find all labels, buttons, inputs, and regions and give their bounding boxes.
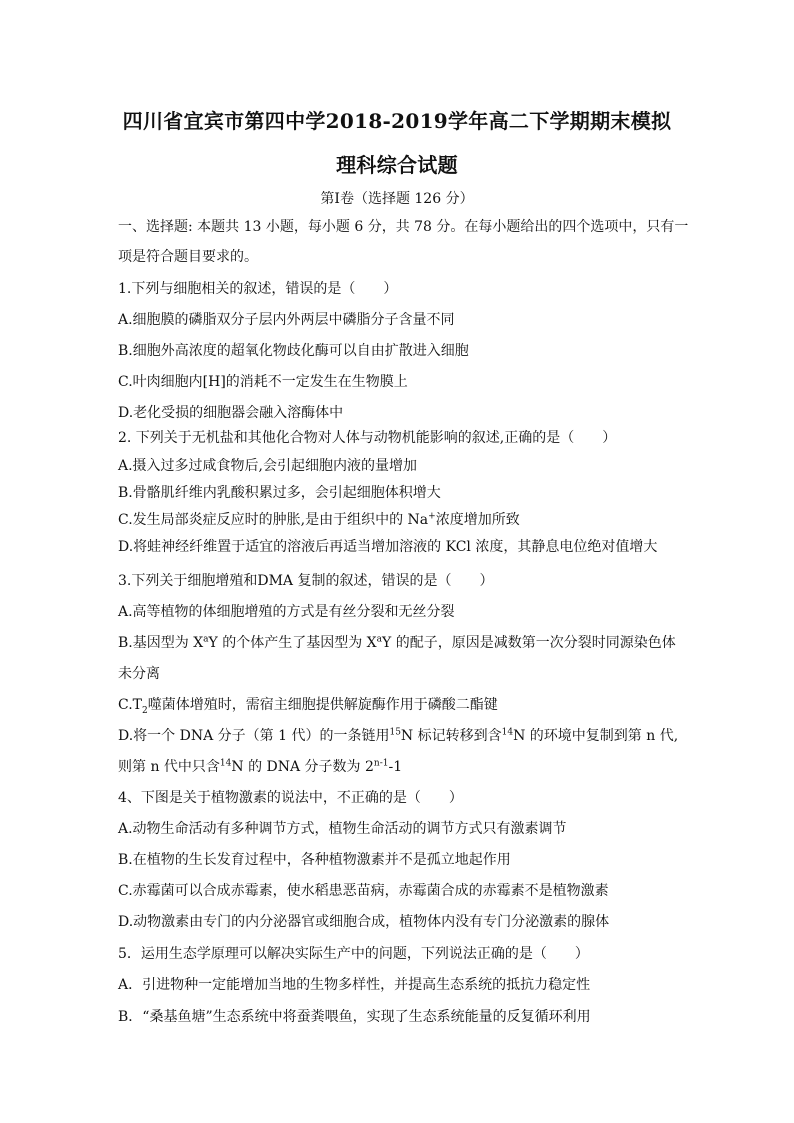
question-4-option-b: B.在植物的生长发育过程中，各种植物激素并不是孤立地起作用 <box>118 852 511 868</box>
question-1-option-a: A.细胞膜的磷脂双分子层内外两层中磷脂分子含量不同 <box>118 312 455 328</box>
exam-subject-title: 理科综合试题 <box>336 153 458 177</box>
question-3-option-b-line-1: B.基因型为 $X^aY$ 的个体产生了基因型为 $X^aY$ 的配子，原因是减数第一次分裂时同源染色体 <box>118 634 676 651</box>
exam-title: 四川省宜宾市第四中学2018-2019学年高二下学期期末模拟 <box>122 109 672 133</box>
question-2-option-c: C.发生局部炎症反应时的肿胀,是由于组织中的 Na+浓度增加所致 <box>118 511 520 528</box>
question-3-option-d-line-1: D.将一个 DNA 分子（第 1 代）的一条链用$^{15}$N 标记转移到含$^{14}$N 的环境中复制到第 n 代, <box>118 727 679 744</box>
question-1-option-c: C.叶肉细胞内[H]的消耗不一定发生在生物膜上 <box>118 374 408 390</box>
question-2-stem: 2. 下列关于无机盐和其他化合物对人体与动物机能影响的叙述,正确的是（ ） <box>118 430 617 446</box>
question-4-option-c: C.赤霉菌可以合成赤霉素，使水稻患恶苗病，赤霉菌合成的赤霉素不是植物激素 <box>118 883 609 899</box>
question-1-option-b: B.细胞外高浓度的超氧化物歧化酶可以自由扩散进入细胞 <box>118 343 469 359</box>
question-3-option-a: A.高等植物的体细胞增殖的方式是有丝分裂和无丝分裂 <box>118 604 455 620</box>
instructions-line-1: 一、选择题: 本题共 13 小题，每小题 6 分，共 78 分。在每小题给出的四个选项中，只有一 <box>118 219 689 235</box>
question-5-stem: 5．运用生态学原理可以解决实际生产中的问题，下列说法正确的是（ ） <box>118 946 589 962</box>
question-3-stem: 3.下列关于细胞增殖和DMA 复制的叙述，错误的是（ ） <box>118 573 494 589</box>
question-3-option-b-line-2: 未分离 <box>118 666 160 682</box>
question-5-option-b: B．“桑基鱼塘”生态系统中将蚕粪喂鱼，实现了生态系统能量的反复循环利用 <box>118 1009 591 1025</box>
question-2-option-d: D.将蛙神经纤维置于适宜的溶液后再适当增加溶液的 KCl 浓度，其静息电位绝对值增大 <box>118 539 658 555</box>
question-4-option-a: A.动物生命活动有多种调节方式，植物生命活动的调节方式只有激素调节 <box>118 821 567 837</box>
question-1-option-d: D.老化受损的细胞器会融入溶酶体中 <box>118 405 344 421</box>
question-1-stem: 1.下列与细胞相关的叙述，错误的是（ ） <box>118 281 398 297</box>
instructions-line-2: 项是符合题目要求的。 <box>118 249 258 265</box>
question-2-option-a: A.摄入过多过咸食物后,会引起细胞内液的量增加 <box>118 458 418 474</box>
question-3-option-c: $C.T_2$噬菌体增殖时，需宿主细胞提供解旋酶作用于磷酸二酯键 <box>118 697 498 716</box>
question-3-option-d-line-2: 则第 n 代中只含$^{14}$N 的 DNA 分子数为 2$^{n-1}$-1 <box>118 758 403 775</box>
question-5-option-a: A．引进物种一定能增加当地的生物多样性，并提高生态系统的抵抗力稳定性 <box>118 977 591 993</box>
question-4-stem: 4、下图是关于植物激素的说法中，不正确的是（ ） <box>118 790 463 806</box>
question-4-option-d: D.动物激素由专门的内分泌器官或细胞合成，植物体内没有专门分泌激素的腺体 <box>118 914 610 930</box>
question-2-option-b: B.骨骼肌纤维内乳酸积累过多，会引起细胞体积增大 <box>118 485 441 501</box>
section-header: 第Ⅰ卷（选择题 126 分） <box>320 191 474 207</box>
